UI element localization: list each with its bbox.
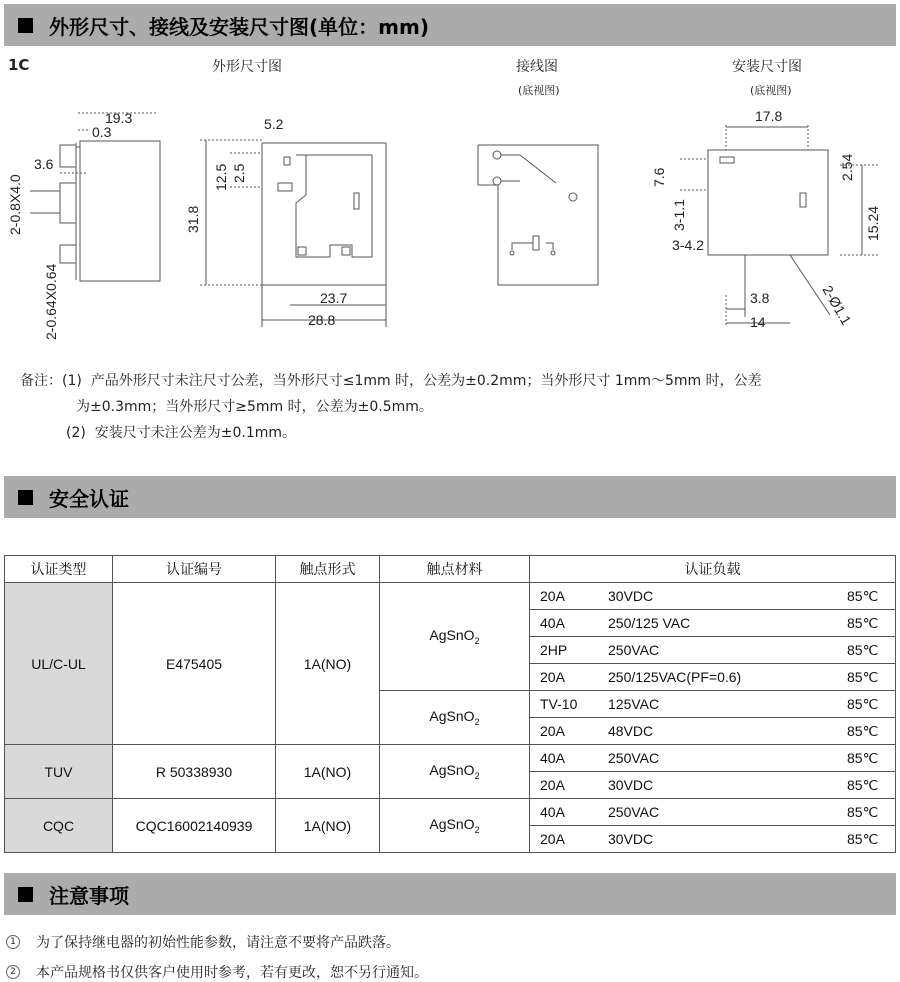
dim-text: 17.8 [755,108,783,124]
mounting-sub-label: (底视图) [750,84,792,97]
note-2-mark: (2) [66,425,86,441]
notice-text: 为了保持继电器的初始性能参数，请注意不要将产品跌落。 [36,935,400,951]
section-title: 注意事项 [49,883,129,908]
notice-number: 2 [6,965,20,979]
dim-text: 23.7 [320,290,348,306]
dim-text: 31.8 [185,205,201,233]
material-subscript: 2 [474,635,480,646]
section-title: 安全认证 [49,486,129,511]
dim-text: 2-0.64X0.64 [43,263,59,340]
section-header-certification [4,476,896,518]
notes-block [20,368,900,446]
load-cell: 40A 250VAC 85℃ 20A 30VDC 85℃ [530,745,896,799]
load-cell: 40A 250VAC 85℃ 20A 30VDC 85℃ [530,799,896,853]
dim-text: 19.3 [105,110,133,126]
contact-form-cell: 1A(NO) [276,583,380,745]
dim-text: 15.24 [865,205,881,241]
table-row [5,799,896,853]
dim-text: 12.5 [213,163,229,191]
model-label: 1C [8,56,30,74]
certification-table [4,555,896,853]
header-contact-material: 触点材料 [380,556,530,583]
material-subscript: 2 [474,824,480,835]
dim-text: 3.8 [750,290,770,306]
mounting-drawing-label: 安装尺寸图 [732,59,802,75]
front-view-drawing [185,116,386,328]
note-1-line2: 为±0.3mm；当外形尺寸≥5mm 时，公差为±0.5mm。 [76,399,433,415]
contact-material-cell [380,799,530,853]
table-header-row [5,556,896,583]
outline-drawing-label: 外形尺寸图 [212,59,282,75]
contact-material-cell [380,745,530,799]
wiring-drawing-label: 接线图 [516,59,558,75]
header-cert-load: 认证负载 [530,556,896,583]
section-title: 外形尺寸、接线及安装尺寸图(单位：mm) [49,14,429,39]
note-2-text: 安装尺寸未注公差为±0.1mm。 [94,425,297,441]
load-cell: TV-10 125VAC 85℃ 20A 48VDC 85℃ [530,691,896,745]
dim-text: 28.8 [308,312,336,328]
dim-text: 2-Ø1.1 [819,282,855,328]
contact-form-cell: 1A(NO) [276,799,380,853]
notice-number: 1 [6,935,20,949]
material-text: AgSnO [429,708,475,725]
cert-type-cell: TUV [5,745,113,799]
mounting-view-drawing [651,108,881,330]
dim-text: 2.54 [839,153,855,181]
material-text: AgSnO [429,816,475,833]
dim-text: 3.6 [34,156,54,172]
dim-text: 14 [750,314,766,330]
contact-form-cell: 1A(NO) [276,745,380,799]
section-header-notices [4,873,896,915]
cert-type-cell: CQC [5,799,113,853]
dim-text: 2-0.8X4.0 [7,174,23,235]
material-subscript: 2 [474,716,480,727]
dimension-drawings [0,95,900,340]
dim-text: 7.6 [651,167,667,187]
material-subscript: 2 [474,770,480,781]
cert-type-cell: UL/C-UL [5,583,113,745]
cert-number-cell: R 50338930 [113,745,276,799]
cert-number-cell: E475405 [113,583,276,745]
dim-text: 5.2 [264,116,284,132]
contact-material-cell [380,583,530,691]
material-text: AgSnO [429,627,475,644]
dim-text: 3-4.2 [672,237,704,253]
material-text: AgSnO [429,762,475,779]
header-cert-type: 认证类型 [5,556,113,583]
notes-prefix: 备注： [20,373,62,389]
table-row [5,583,896,691]
cert-number-cell: CQC16002140939 [113,799,276,853]
wiring-sub-label: (底视图) [518,84,560,97]
note-1-mark: (1) [62,373,82,389]
note-1-line1: 产品外形尺寸未注尺寸公差，当外形尺寸≤1mm 时，公差为±0.2mm；当外形尺寸 1mm～5mm 时，公差 [90,373,762,389]
dim-text: 2.5 [231,163,247,183]
square-bullet-icon [18,18,33,33]
notice-item [6,962,428,982]
notice-item [6,932,400,952]
dim-text: 0.3 [92,124,112,140]
header-cert-number: 认证编号 [113,556,276,583]
square-bullet-icon [18,490,33,505]
section-header-dimensions [4,4,896,46]
table-row [5,745,896,799]
load-cell: 20A 30VDC 85℃ 40A 250/125 VAC 85℃ 2HP 250VAC 85℃ 20A 250/125VAC(PF=0.6) 85℃ [530,583,896,691]
header-contact-form: 触点形式 [276,556,380,583]
notice-text: 本产品规格书仅供客户使用时参考，若有更改，恕不另行通知。 [36,965,428,981]
contact-material-cell [380,691,530,745]
square-bullet-icon [18,887,33,902]
side-view-drawing [7,110,160,340]
dim-text: 3-1.1 [671,199,687,231]
wiring-diagram [478,145,598,285]
